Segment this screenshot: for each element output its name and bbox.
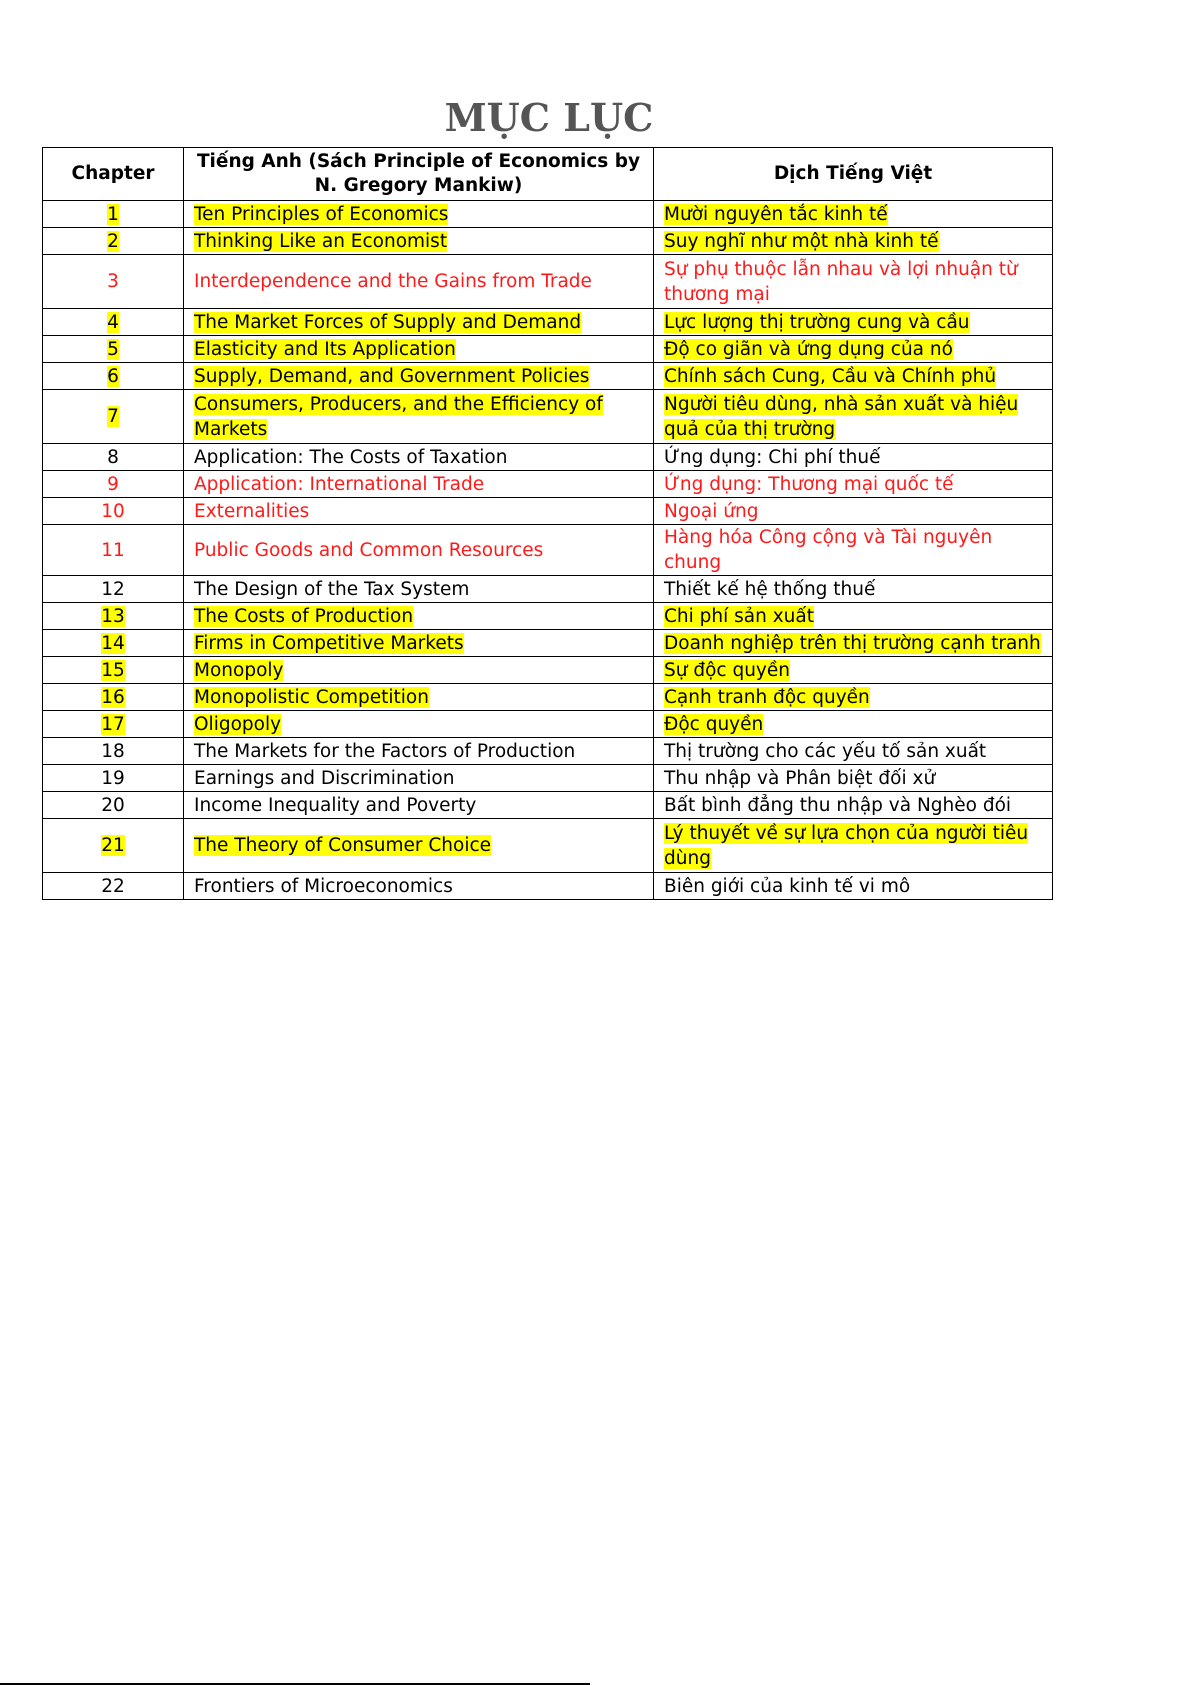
- english-title-text: Consumers, Producers, and the Efficiency of Markets: [194, 393, 603, 440]
- vietnamese-title-cell: [654, 363, 1053, 390]
- english-title-cell: [184, 657, 654, 684]
- english-title-cell: [184, 576, 654, 603]
- chapter-number-text: 9: [107, 473, 119, 495]
- vietnamese-title-text: Độc quyền: [664, 713, 764, 735]
- chapter-number-cell: [43, 336, 184, 363]
- vietnamese-title-cell: [654, 471, 1053, 498]
- table-row: [43, 819, 1053, 873]
- vietnamese-title-cell: [654, 711, 1053, 738]
- page-title: MỤC LỤC: [444, 95, 654, 140]
- chapter-number-cell: [43, 684, 184, 711]
- table-row: [43, 873, 1053, 900]
- english-title-text: Earnings and Discrimination: [194, 767, 455, 789]
- chapter-number-cell: [43, 738, 184, 765]
- vietnamese-title-text: Biên giới của kinh tế vi mô: [664, 875, 911, 897]
- english-title-cell: [184, 603, 654, 630]
- english-title-cell: [184, 444, 654, 471]
- english-title-cell: [184, 738, 654, 765]
- english-title-cell: [184, 336, 654, 363]
- vietnamese-title-cell: [654, 201, 1053, 228]
- vietnamese-title-text: Hàng hóa Công cộng và Tài nguyên chung: [664, 527, 993, 573]
- english-title-cell: [184, 630, 654, 657]
- english-title-text: Monopoly: [194, 659, 284, 681]
- vietnamese-title-cell: [654, 390, 1053, 444]
- table-row: [43, 603, 1053, 630]
- vietnamese-title-text: Sự phụ thuộc lẫn nhau và lợi nhuận từ thương mại: [664, 258, 1018, 305]
- vietnamese-title-text: Ngoại ứng: [664, 500, 759, 522]
- english-title-text: Application: The Costs of Taxation: [194, 446, 508, 468]
- vietnamese-title-text: Lý thuyết về sự lựa chọn của người tiêu dùng: [664, 822, 1029, 869]
- chapter-number-cell: [43, 819, 184, 873]
- chapter-number-text: 21: [101, 835, 125, 856]
- table-row: [43, 738, 1053, 765]
- table-row: [43, 336, 1053, 363]
- chapter-number-cell: [43, 603, 184, 630]
- chapter-number-text: 16: [101, 686, 125, 708]
- vietnamese-title-cell: [654, 765, 1053, 792]
- chapter-number-cell: [43, 363, 184, 390]
- chapter-number-cell: [43, 390, 184, 444]
- vietnamese-title-cell: [654, 525, 1053, 576]
- vietnamese-title-text: Thu nhập và Phân biệt đối xử: [664, 767, 936, 789]
- vietnamese-title-text: Độ co giãn và ứng dụng của nó: [664, 338, 953, 360]
- vietnamese-title-cell: [654, 603, 1053, 630]
- chapter-number-cell: [43, 309, 184, 336]
- english-title-cell: [184, 471, 654, 498]
- english-title-text: Supply, Demand, and Government Policies: [194, 365, 590, 387]
- table-row: [43, 765, 1053, 792]
- chapter-number-text: 11: [101, 539, 125, 561]
- vietnamese-title-cell: [654, 630, 1053, 657]
- table-row: [43, 792, 1053, 819]
- chapter-number-cell: [43, 711, 184, 738]
- table-row: [43, 228, 1053, 255]
- english-title-cell: [184, 792, 654, 819]
- vietnamese-title-cell: [654, 336, 1053, 363]
- chapter-number-text: 18: [101, 740, 125, 762]
- english-title-text: Interdependence and the Gains from Trade: [194, 271, 592, 292]
- chapter-number-text: 22: [101, 875, 125, 897]
- vietnamese-title-text: Thiết kế hệ thống thuế: [664, 578, 876, 600]
- vietnamese-title-text: Thị trường cho các yếu tố sản xuất: [664, 740, 987, 762]
- vietnamese-title-text: Chi phí sản xuất: [664, 605, 814, 627]
- english-title-cell: [184, 390, 654, 444]
- english-title-text: Thinking Like an Economist: [194, 230, 448, 252]
- chapter-number-cell: [43, 630, 184, 657]
- english-title-cell: [184, 684, 654, 711]
- chapter-number-cell: [43, 255, 184, 309]
- table-row: [43, 390, 1053, 444]
- english-title-text: The Design of the Tax System: [194, 578, 470, 600]
- chapter-number-cell: [43, 498, 184, 525]
- vietnamese-title-text: Suy nghĩ như một nhà kinh tế: [664, 230, 939, 252]
- chapter-number-text: 6: [107, 365, 119, 387]
- table-row: [43, 525, 1053, 576]
- chapter-number-text: 1: [107, 203, 119, 225]
- chapter-number-cell: [43, 792, 184, 819]
- chapter-number-cell: [43, 873, 184, 900]
- english-title-text: Public Goods and Common Resources: [194, 539, 544, 561]
- table-row: [43, 576, 1053, 603]
- vietnamese-title-cell: [654, 228, 1053, 255]
- header-chapter: Chapter: [43, 148, 184, 201]
- chapter-number-text: 7: [107, 406, 119, 427]
- vietnamese-title-cell: [654, 873, 1053, 900]
- table-of-contents: [42, 147, 1053, 900]
- vietnamese-title-text: Người tiêu dùng, nhà sản xuất và hiệu quả của thị trường: [664, 393, 1019, 440]
- english-title-text: Oligopoly: [194, 713, 282, 735]
- chapter-number-text: 8: [107, 446, 119, 468]
- table-row: [43, 201, 1053, 228]
- english-title-cell: [184, 201, 654, 228]
- table-row: [43, 363, 1053, 390]
- english-title-text: The Costs of Production: [194, 605, 414, 627]
- table-row: [43, 498, 1053, 525]
- english-title-text: Externalities: [194, 500, 310, 522]
- english-title-text: Frontiers of Microeconomics: [194, 875, 453, 897]
- table-body: [43, 201, 1053, 900]
- chapter-number-text: 19: [101, 767, 125, 789]
- chapter-number-text: 5: [107, 338, 119, 360]
- table-row: [43, 711, 1053, 738]
- english-title-cell: [184, 873, 654, 900]
- vietnamese-title-text: Ứng dụng: Chi phí thuế: [664, 446, 881, 468]
- english-title-text: Elasticity and Its Application: [194, 338, 456, 360]
- header-english: Tiếng Anh (Sách Principle of Economics by N. Gregory Mankiw): [184, 148, 654, 201]
- english-title-cell: [184, 255, 654, 309]
- english-title-cell: [184, 711, 654, 738]
- english-title-text: Application: International Trade: [194, 473, 485, 495]
- english-title-cell: [184, 309, 654, 336]
- table-header-row: [43, 148, 1053, 201]
- chapter-number-cell: [43, 576, 184, 603]
- chapter-number-text: 4: [107, 311, 119, 333]
- chapter-number-cell: [43, 201, 184, 228]
- table-row: [43, 630, 1053, 657]
- vietnamese-title-cell: [654, 819, 1053, 873]
- english-title-cell: [184, 525, 654, 576]
- english-title-text: The Markets for the Factors of Production: [194, 740, 576, 762]
- table-row: [43, 444, 1053, 471]
- table-row: [43, 471, 1053, 498]
- vietnamese-title-cell: [654, 444, 1053, 471]
- table-row: [43, 255, 1053, 309]
- english-title-text: Income Inequality and Poverty: [194, 794, 477, 816]
- chapter-number-text: 13: [101, 605, 125, 627]
- table-row: [43, 309, 1053, 336]
- chapter-number-text: 12: [101, 578, 125, 600]
- vietnamese-title-cell: [654, 576, 1053, 603]
- english-title-text: Ten Principles of Economics: [194, 203, 449, 225]
- chapter-number-cell: [43, 657, 184, 684]
- chapter-number-text: 17: [101, 713, 125, 735]
- table-row: [43, 657, 1053, 684]
- chapter-number-cell: [43, 228, 184, 255]
- header-vietnamese: Dịch Tiếng Việt: [654, 148, 1053, 201]
- chapter-number-cell: [43, 444, 184, 471]
- english-title-cell: [184, 765, 654, 792]
- english-title-cell: [184, 498, 654, 525]
- chapter-number-text: 2: [107, 230, 119, 252]
- vietnamese-title-text: Ứng dụng: Thương mại quốc tế: [664, 473, 954, 495]
- chapter-number-cell: [43, 525, 184, 576]
- vietnamese-title-text: Sự độc quyền: [664, 659, 790, 681]
- vietnamese-title-cell: [654, 657, 1053, 684]
- chapter-number-cell: [43, 471, 184, 498]
- vietnamese-title-text: Lực lượng thị trường cung và cầu: [664, 311, 970, 333]
- vietnamese-title-cell: [654, 738, 1053, 765]
- english-title-text: Firms in Competitive Markets: [194, 632, 464, 654]
- english-title-text: Monopolistic Competition: [194, 686, 429, 708]
- english-title-cell: [184, 228, 654, 255]
- table-row: [43, 684, 1053, 711]
- vietnamese-title-text: Chính sách Cung, Cầu và Chính phủ: [664, 365, 997, 387]
- chapter-number-text: 3: [107, 271, 119, 292]
- vietnamese-title-text: Bất bình đẳng thu nhập và Nghèo đói: [664, 794, 1012, 816]
- vietnamese-title-text: Mười nguyên tắc kinh tế: [664, 203, 888, 225]
- vietnamese-title-cell: [654, 309, 1053, 336]
- english-title-cell: [184, 819, 654, 873]
- vietnamese-title-cell: [654, 792, 1053, 819]
- vietnamese-title-cell: [654, 684, 1053, 711]
- vietnamese-title-text: Cạnh tranh độc quyền: [664, 686, 870, 708]
- vietnamese-title-text: Doanh nghiệp trên thị trường cạnh tranh: [664, 632, 1041, 654]
- chapter-number-cell: [43, 765, 184, 792]
- vietnamese-title-cell: [654, 255, 1053, 309]
- chapter-number-text: 14: [101, 632, 125, 654]
- chapter-number-text: 10: [101, 500, 125, 522]
- vietnamese-title-cell: [654, 498, 1053, 525]
- english-title-text: The Theory of Consumer Choice: [194, 835, 492, 856]
- english-title-cell: [184, 363, 654, 390]
- chapter-number-text: 15: [101, 659, 125, 681]
- chapter-number-text: 20: [101, 794, 125, 816]
- english-title-text: The Market Forces of Supply and Demand: [194, 311, 582, 333]
